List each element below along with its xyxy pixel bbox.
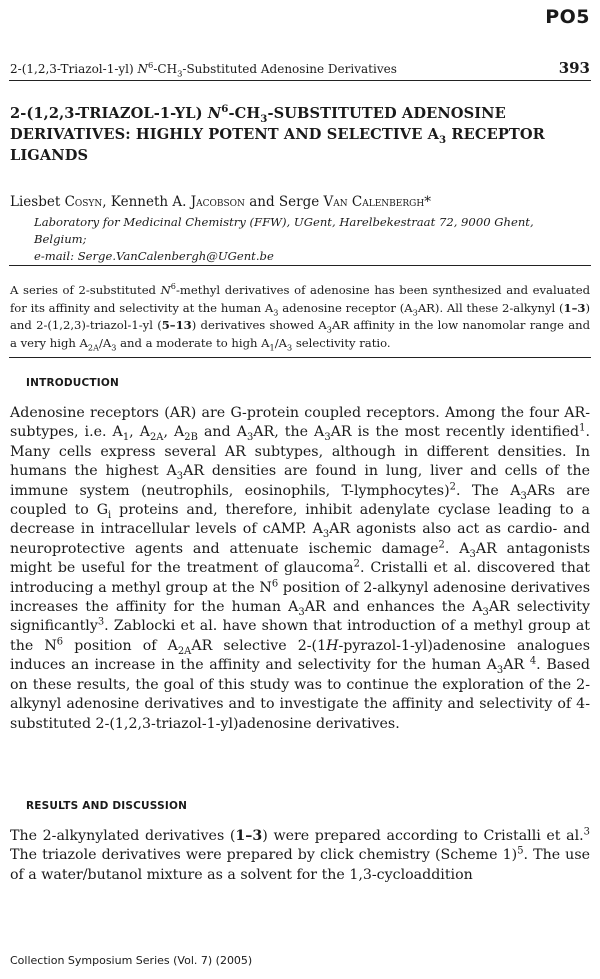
author-2-first: Kenneth A. — [110, 194, 187, 210]
paper-code: PO5 — [545, 6, 590, 28]
running-head: 2-(1,2,3-Triazol-1-yl) $N^6-CH_3$-Substituted Adenosine Derivatives — [10, 60, 397, 79]
affiliation-email: e-mail: Serge.VanCalenbergh@UGent.be — [34, 249, 274, 263]
abstract-bottom-rule — [9, 357, 591, 358]
author-3-last: Van Calenbergh — [323, 194, 425, 210]
author-separator-and: and — [244, 194, 279, 210]
header-rule — [9, 80, 591, 81]
results-text: The 2-alkynylated derivatives (1–3) were prepared according to Cristalli et al.$^3$ The triazole derivatives were prepared by click chemistry (Scheme 1)$^5$. The use of a water/butanol mixture as a solvent for the 1,3-cycloaddition — [10, 826, 590, 883]
page-number: 393 — [558, 59, 590, 77]
author-1-first: Liesbet — [10, 194, 61, 210]
author-3-first: Serge — [278, 194, 320, 210]
author-2-last: Jacobson — [190, 194, 245, 210]
author-list — [10, 194, 431, 210]
author-1-last: Cosyn — [64, 194, 103, 210]
results-heading: RESULTS AND DISCUSSION — [26, 800, 188, 812]
affiliation-address: Laboratory for Medicinal Chemistry (FFW), UGent, Harelbekestraat 72, 9000 Ghent, Belgium; — [34, 215, 534, 246]
affiliation — [34, 214, 589, 265]
footer-series: Collection Symposium Series (Vol. 7) (2005) — [10, 954, 253, 967]
author-separator: , — [102, 194, 111, 210]
paper-title: 2-(1,2,3-TRIAZOL-1-YL) $N^6-CH_3$-SUBSTITUTED ADENOSINE DERIVATIVES: HIGHLY POTENT AND SELECTIVE $A_3$ RECEPTOR LIGANDS — [10, 103, 545, 164]
abstract-top-rule — [9, 265, 591, 266]
introduction-heading: INTRODUCTION — [26, 377, 119, 389]
introduction-text: Adenosine receptors (AR) are G-protein coupled receptors. Among the four AR-subtypes, i.e. $A_1$, $A_{2A}$, $A_{2B}$ and $A_3AR$, the $A_3AR$ is the most recently identified$^1$. Many cells express several AR subtypes, although in different densities. In humans the highest $A_3AR$ densities are found in lung, liver and cells of the immune system (neutrophils, eosinophils, T-lymphocytes)$^2$. The $A_3ARs$ are coupled to $G_i$ proteins and, therefore, inhibit adenylate cyclase leading to a decrease in intracellular levels of cAMP. $A_3AR$ agonists also act as cardio- and neuroprotective agents and attenuate ischemic damage$^2$. $A_3AR$ antagonists might be useful for the treatment of glaucoma$^2$. Cristalli et al. discovered that introducing a methyl group at the $N^6$ position of 2-alkynyl adenosine derivatives increases the affinity for the human $A_3AR$ and enhances the $A_3AR$ selectivity significantly$^3$. Zablocki et al. have shown that introduction of a methyl group at the $N^6$ position of $A_{2A}AR$ selective 2-(1H-pyrazol-1-yl)adenosine analogues induces an increase in the affinity and selectivity for the human $A_3AR$ $^4$. Based on these results, the goal of this study was to continue the exploration of the 2-alkynyl adenosine derivatives and to investigate the affinity and selectivity of 4-substituted 2-(1,2,3-triazol-1-yl)adenosine derivatives. — [10, 405, 590, 732]
corresponding-author-mark: * — [424, 194, 431, 210]
abstract: A series of 2-substituted $N^6$-methyl derivatives of adenosine has been synthesized and evaluated for its affinity and selectivity at the human $A_3$ adenosine receptor $(A_3AR)$. All these 2-alkynyl (1–3) and 2-(1,2,3)-triazol-1-yl (5–13) derivatives showed $A_3AR$ affinity in the low nanomolar range and a very high $A_{2A}/A_3$ and a moderate to high $A_1/A_3$ selectivity ratio. — [10, 281, 590, 352]
